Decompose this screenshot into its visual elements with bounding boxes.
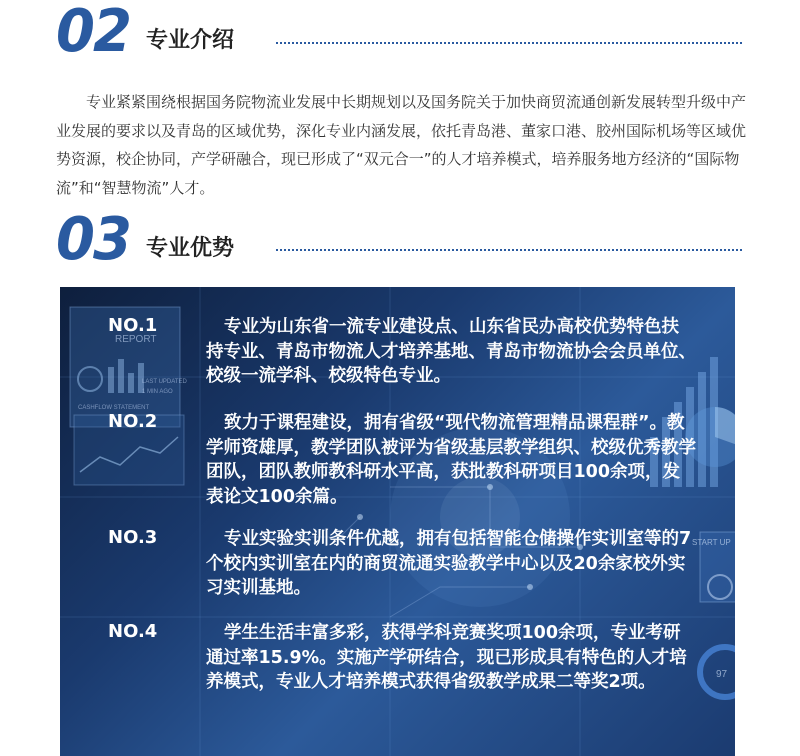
advantage-number-2: NO.2 (108, 411, 158, 432)
advantage-number-3: NO.3 (108, 527, 158, 548)
intro-paragraph: 专业紧紧围绕根据国务院物流业发展中长期规划以及国务院关于加快商贸流通创新发展转型升级中产业发展的要求以及青岛的区域优势，深化专业内涵发展，依托青岛港、董家口港、胶州国际机场等区域优势资源，校企协同，产学研融合，现已形成了“双元合一”的人才培养模式，培养服务地方经济的“国际物流”和“智慧物流”人才。 (56, 93, 747, 197)
advantage-text-2: 致力于课程建设，拥有省级“现代物流管理精品课程群”。教学师资雄厚，教学团队被评为省级基层教学组织、校级优秀教学团队，团队教师教科研水平高，获批教科研项目100余项，发表论文100余篇。 (206, 413, 696, 507)
advantage-text-4: 学生生活丰富多彩，获得学科竞赛奖项100余项，专业考研通过率15.9%。实施产学研结合，现已形成具有特色的人才培养模式，专业人才培养模式获得省级教学成果二等奖2项。 (206, 623, 687, 692)
advantage-number-1: NO.1 (108, 315, 158, 336)
section-3-title: 专业优势 (145, 236, 234, 261)
section-2-divider (276, 42, 742, 44)
bg-label-start-up: START UP (692, 538, 731, 547)
advantages-panel (60, 287, 735, 756)
section-2-header (56, 0, 234, 66)
advantage-text-1: 专业为山东省一流专业建设点、山东省民办高校优势特色扶持专业、青岛市物流人才培养基地、青岛市物流协会会员单位、校级一流学科、校级特色专业。 (206, 317, 696, 386)
bg-label-cashflow: CASHFLOW STATEMENT (78, 405, 150, 411)
bg-label-report: REPORT (115, 334, 157, 345)
advantage-text-3: 专业实验实训条件优越，拥有包括智能仓储操作实训室等的7个校内实训室在内的商贸流通实验教学中心以及20余家校外实习实训基地。 (206, 529, 692, 598)
section-3-divider (276, 249, 742, 251)
advantage-number-4: NO.4 (108, 621, 158, 642)
section-2-number: 02 (56, 0, 130, 66)
section-2-title: 专业介绍 (145, 28, 234, 53)
bg-label-gauge-value: 97 (716, 669, 728, 680)
section-3-number: 03 (56, 205, 130, 274)
bg-label-last-updated: LAST UPDATED (142, 379, 187, 385)
section-3-header (56, 205, 234, 274)
bg-label-min-ago: 1 MIN AGO (142, 389, 173, 395)
